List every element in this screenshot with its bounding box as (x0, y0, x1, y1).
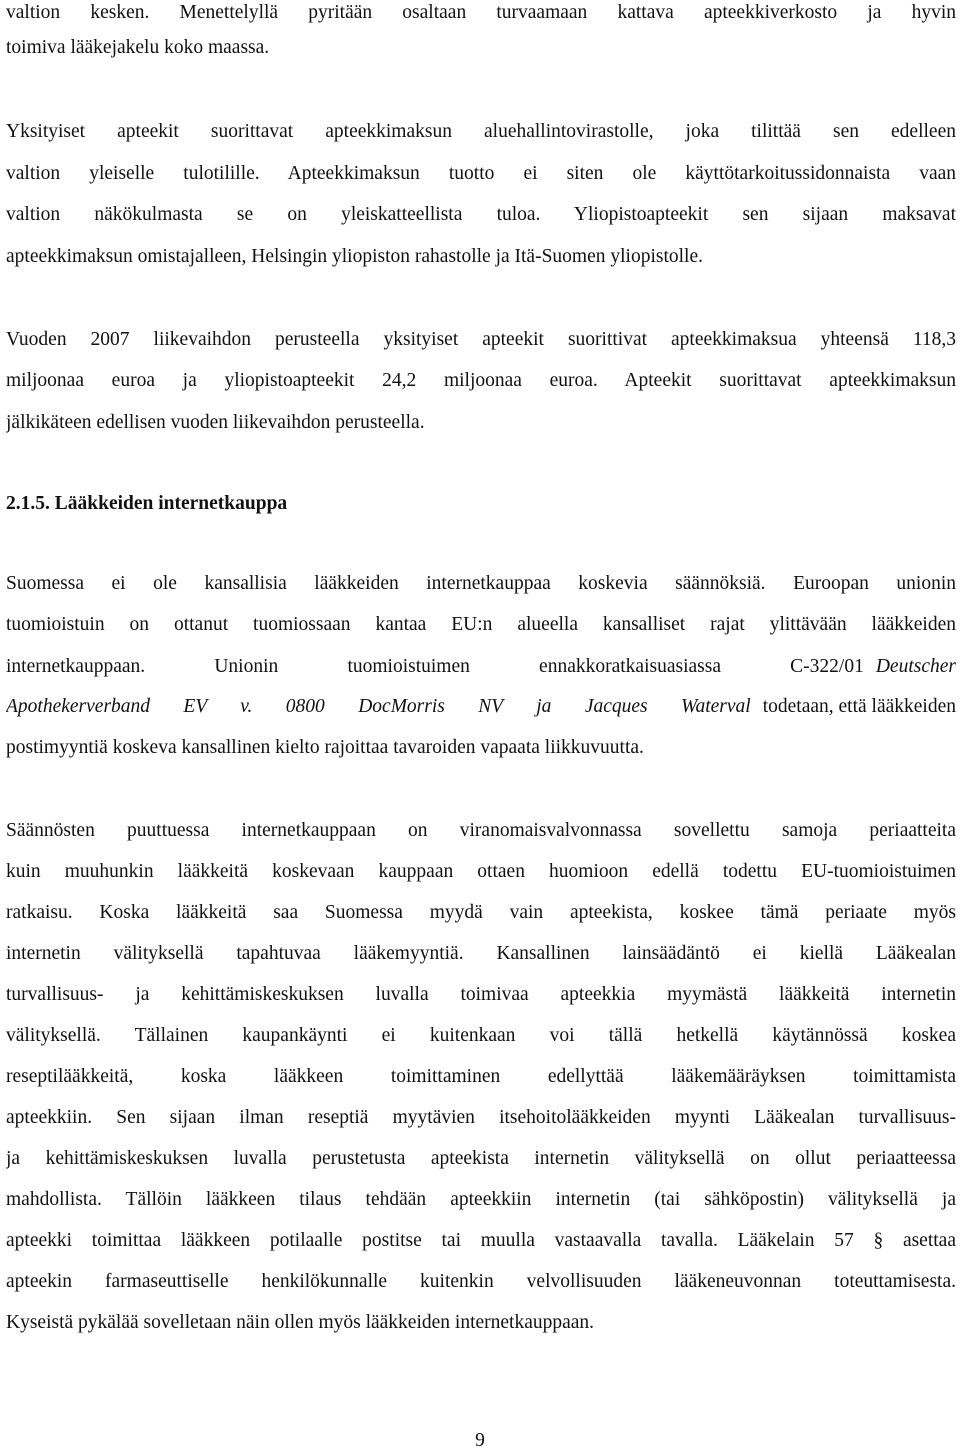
page-number: 9 (475, 1430, 485, 1451)
text-line: mahdollista. Tällöin lääkkeen tilaus tehdään apteekkiin internetin (tai sähköpostin) välityksellä ja (6, 1189, 956, 1210)
text-line: apteekkiin. Sen sijaan ilman reseptiä myytävien itsehoitolääkkeiden myynti Lääkealan turvallisuus- (6, 1107, 956, 1128)
text-line: reseptilääkkeitä, koska lääkkeen toimittaminen edellyttää lääkemääräyksen toimittamista (6, 1066, 956, 1087)
text-line: apteekki toimittaa lääkkeen potilaalle postitse tai muulla vastaavalla tavalla. Lääkelain 57 § asettaa (6, 1230, 956, 1251)
text-line (6, 694, 956, 720)
text-line: internetin välityksellä tapahtuvaa lääkemyyntiä. Kansallinen lainsäädäntö ei kiellä Lääkealan (6, 943, 956, 964)
text-line: postimyyntiä koskeva kansallinen kielto rajoittaa tavaroiden vapaata liikkuvuutta. (6, 737, 644, 758)
text-line: valtion yleiselle tulotilille. Apteekkimaksun tuotto ei siten ole käyttötarkoitussidonnaista vaan (6, 163, 956, 184)
text-segment: internetkauppaan. Unionin tuomioistuimen ennakkoratkaisuasiassa C-322/01 (6, 656, 864, 677)
text-line (6, 654, 956, 680)
text-line: apteekkimaksun omistajalleen, Helsingin yliopiston rahastolle ja Itä-Suomen yliopistolle. (6, 246, 703, 267)
case-name-italic: Apothekerverband EV v. 0800 DocMorris NV ja Jacques Waterval (6, 696, 751, 717)
text-line: kuin muuhunkin lääkkeitä koskevaan kauppaan ottaen huomioon edellä todettu EU-tuomioistuimen (6, 861, 956, 882)
text-line: Säännösten puuttuessa internetkauppaan on viranomaisvalvonnassa sovellettu samoja periaatteita (6, 820, 956, 841)
text-line: Kyseistä pykälää sovelletaan näin ollen myös lääkkeiden internetkauppaan. (6, 1312, 595, 1333)
text-line: ratkaisu. Koska lääkkeitä saa Suomessa myydä vain apteekista, koskee tämä periaate myös (6, 902, 956, 923)
case-name-italic: Deutscher (875, 656, 956, 677)
text-line: apteekin farmaseuttiselle henkilökunnalle kuitenkin velvollisuuden lääkeneuvonnan toteuttamisesta. (6, 1271, 956, 1292)
text-line: valtion näkökulmasta se on yleiskatteellista tuloa. Yliopistoapteekit sen sijaan maksavat (6, 204, 956, 225)
text-line: tuomioistuin on ottanut tuomiossaan kantaa EU:n alueella kansalliset rajat ylittävään lääkkeiden (6, 614, 956, 635)
text-line: ja kehittämiskeskuksen luvalla perustetusta apteekista internetin välityksellä on ollut periaatteessa (6, 1148, 956, 1169)
text-line: jälkikäteen edellisen vuoden liikevaihdon perusteella. (6, 412, 425, 433)
text-segment: todetaan, että lääkkeiden (762, 696, 956, 717)
text-line: valtion kesken. Menettelyllä pyritään osaltaan turvaamaan kattava apteekkiverkosto ja hyvin (6, 2, 956, 23)
text-line: Suomessa ei ole kansallisia lääkkeiden internetkauppaa koskevia säännöksiä. Euroopan unionin (6, 573, 956, 594)
text-line: toimiva lääkejakelu koko maassa. (6, 37, 270, 58)
text-line: Yksityiset apteekit suorittavat apteekkimaksun aluehallintovirastolle, joka tilittää sen edelleen (6, 121, 956, 142)
text-line: turvallisuus- ja kehittämiskeskuksen luvalla toimivaa apteekkia myymästä lääkkeitä internetin (6, 984, 956, 1005)
text-line: välityksellä. Tällainen kaupankäynti ei kuitenkaan voi tällä hetkellä käytännössä koskea (6, 1025, 956, 1046)
section-heading: 2.1.5. Lääkkeiden internetkauppa (6, 493, 288, 514)
text-line: Vuoden 2007 liikevaihdon perusteella yksityiset apteekit suorittivat apteekkimaksua yhteensä 118,3 (6, 329, 956, 350)
text-line: miljoonaa euroa ja yliopistoapteekit 24,2 miljoonaa euroa. Apteekit suorittavat apteekkimaksun (6, 370, 956, 391)
